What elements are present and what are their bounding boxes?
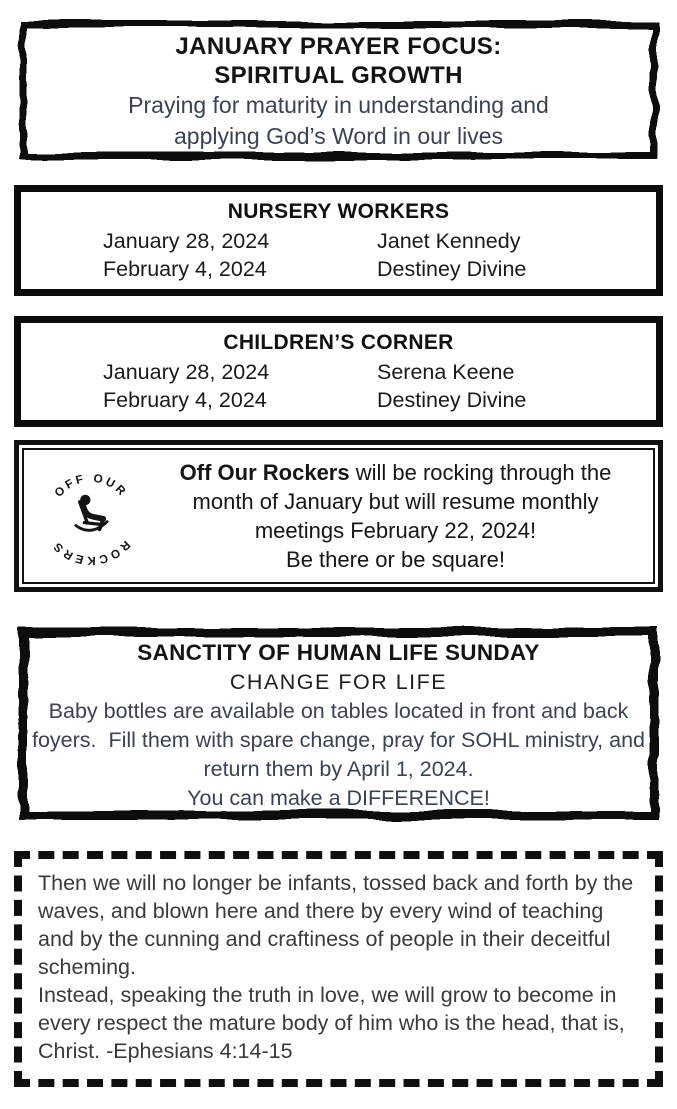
sanctity-title: SANCTITY OF HUMAN LIFE SUNDAY (137, 640, 540, 665)
prayer-focus-theme: SPIRITUAL GROWTH (214, 62, 463, 89)
off-our-rockers-inner-frame (22, 448, 655, 584)
bulletin-page (0, 15, 677, 1109)
sanctity-closing-line: You can make a DIFFERENCE! (187, 786, 490, 810)
scripture-paragraph: Instead, speaking the truth in love, we will grow to become in every respect the mature body of him who is the head, that is, Christ. -Ephesians 4:14-15 (38, 983, 625, 1063)
sanctity-card (14, 623, 663, 824)
off-our-rockers-card (14, 440, 663, 592)
childrens-corner-title: CHILDREN’S CORNER (223, 331, 454, 354)
prayer-focus-card (14, 15, 663, 165)
childrens-corner-card (14, 316, 663, 427)
duty-name: Destiney Divine (377, 257, 527, 281)
duty-name: Janet Kennedy (377, 229, 521, 253)
prayer-focus-title: JANUARY PRAYER FOCUS: (175, 33, 502, 60)
off-our-rockers-announcement (144, 458, 639, 574)
scripture-paragraph: Then we will no longer be infants, tossed back and forth by the waves, and blown here and there by every wind of teaching and by the cunning and craftiness of people in their deceitful scheming. (38, 871, 634, 979)
sanctity-subtitle: CHANGE FOR LIFE (229, 670, 448, 694)
announcement-text (152, 458, 639, 545)
off-our-rockers-name: Off Our Rockers (179, 460, 350, 485)
logo-arc-bottom-text: ROCKERS (48, 538, 134, 568)
nursery-workers-title: NURSERY WORKERS (227, 200, 450, 223)
nursery-workers-card (14, 185, 663, 296)
duty-name: Destiney Divine (377, 388, 527, 412)
duty-name: Serena Keene (377, 360, 515, 384)
logo-arc-top-text: OFF OUR (51, 470, 131, 500)
prayer-focus-subtitle-line2: applying God’s Word in our lives (174, 123, 503, 149)
rocking-chair-icon (76, 495, 107, 531)
table-row (21, 358, 656, 386)
sanctity-body-text: Baby bottles are available on tables located in front and back foyers. Fill them with spare change, pray for SOHL ministry, and return them by April 1, 2024. (32, 699, 651, 781)
duty-date: February 4, 2024 (103, 388, 267, 412)
off-our-rockers-logo (38, 460, 144, 572)
duty-date: January 28, 2024 (103, 229, 270, 253)
duty-date: February 4, 2024 (103, 257, 267, 281)
table-row (21, 386, 656, 414)
announcement-body: will be rocking through the month of January but will resume monthly meetings February 22, 2024! (192, 460, 612, 543)
table-row (21, 227, 656, 255)
duty-date: January 28, 2024 (103, 360, 270, 384)
scripture-card (14, 851, 663, 1087)
announcement-tagline: Be there or be square! (286, 547, 505, 572)
prayer-focus-subtitle-line1: Praying for maturity in understanding and (128, 92, 549, 118)
table-row (21, 255, 656, 283)
